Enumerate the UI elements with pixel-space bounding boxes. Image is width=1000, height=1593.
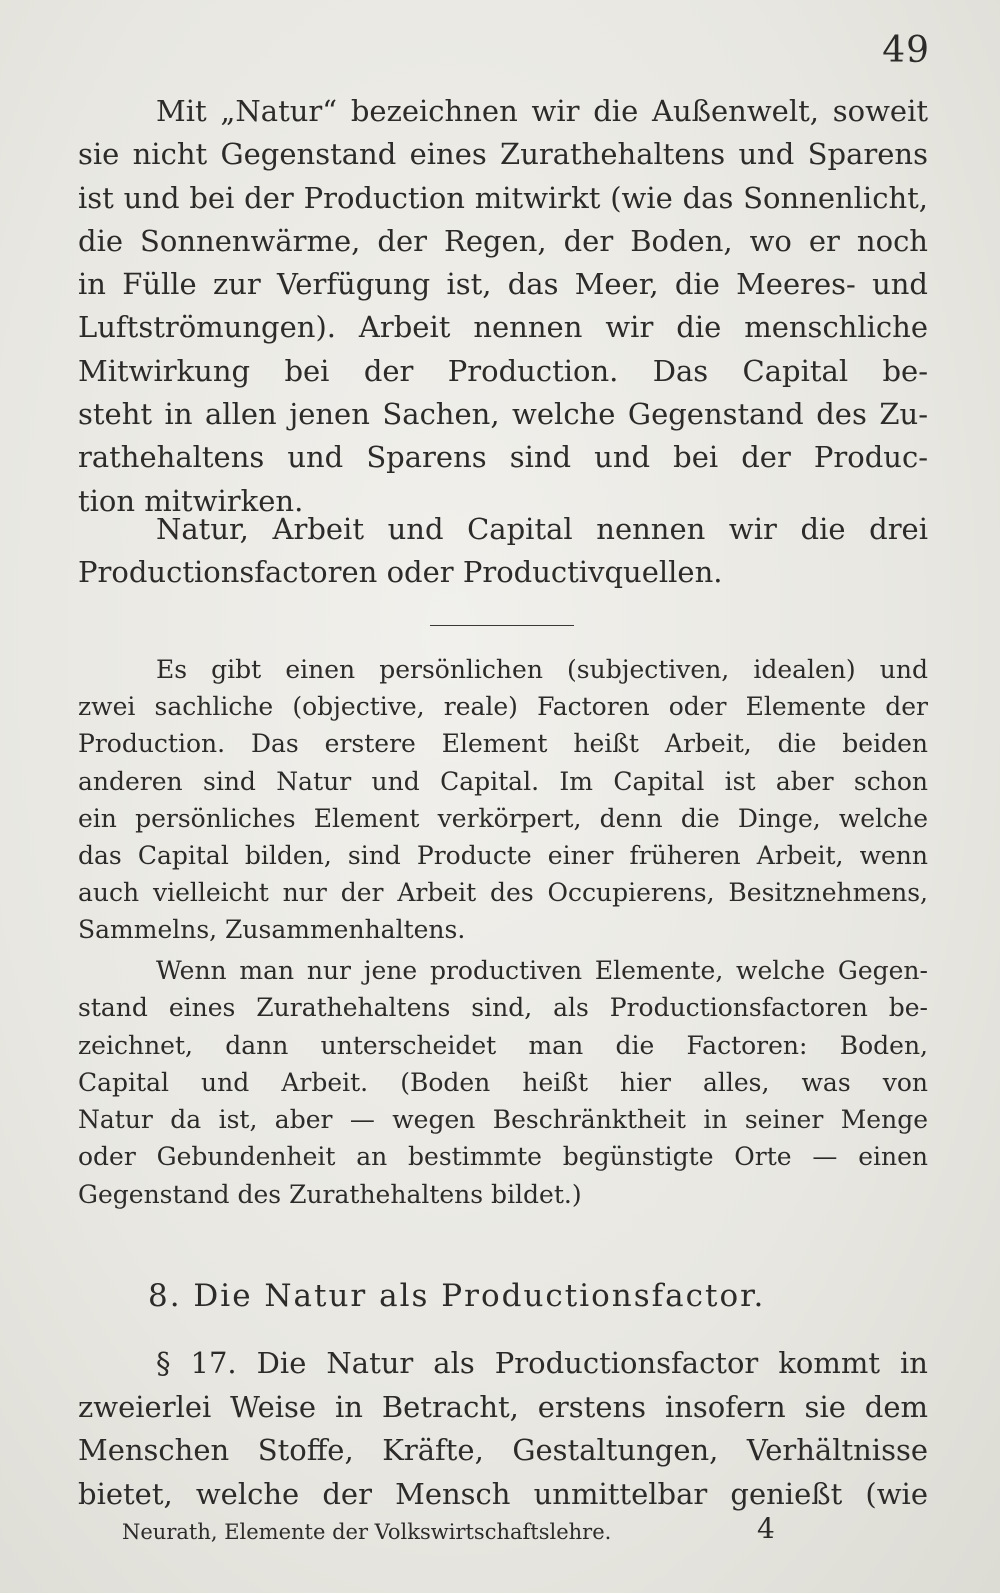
paragraph-definitions	[78, 90, 928, 523]
text-line: in Fülle zur Verfügung ist, das Meer, die Meeres- und	[78, 267, 928, 302]
text-line: stand eines Zurathehaltens sind, als Productionsfactoren be-	[78, 993, 928, 1023]
section-divider	[430, 625, 574, 626]
section-heading: 8. Die Natur als Productionsfactor.	[148, 1278, 766, 1314]
text-line: ein persönliches Element verkörpert, denn die Dinge, welche	[78, 803, 928, 833]
text-line: steht in allen jenen Sachen, welche Gegenstand des Zu-	[78, 397, 928, 432]
text-line: ist und bei der Production mitwirkt (wie das Sonnenlicht,	[78, 180, 928, 215]
small-paragraph-factors	[78, 952, 928, 1213]
text-line: zeichnet, dann unterscheidet man die Factoren: Boden,	[78, 1030, 928, 1060]
text-line: Natur da ist, aber — wegen Beschränktheit in seiner Menge	[78, 1105, 928, 1135]
text-line: Capital und Arbeit. (Boden heißt hier alles, was von	[78, 1067, 928, 1097]
paragraph-production-factors	[78, 508, 928, 594]
text-line: bietet, welche der Mensch unmittelbar genießt (wie	[78, 1476, 928, 1511]
text-line: anderen sind Natur und Capital. Im Capital ist aber schon	[78, 766, 928, 796]
text-line: Es gibt einen persönlichen (subjectiven, idealen) und	[156, 655, 928, 684]
text-line: Gegenstand des Zurathehaltens bildet.)	[78, 1179, 582, 1209]
text-line: Luftströmungen). Arbeit nennen wir die menschliche	[78, 310, 928, 345]
text-line: oder Gebundenheit an bestimmte begünstigte Orte — einen	[78, 1142, 928, 1172]
text-line: tion mitwirken.	[78, 483, 304, 518]
text-line: das Capital bilden, sind Producte einer früheren Arbeit, wenn	[78, 841, 928, 871]
text-line: § 17. Die Natur als Productionsfactor kommt in	[156, 1346, 928, 1380]
text-line: Production. Das erstere Element heißt Arbeit, die beiden	[78, 729, 928, 759]
text-line: Menschen Stoffe, Kräfte, Gestaltungen, Verhältnisse	[78, 1433, 928, 1467]
text-line: zwei sachliche (objective, reale) Factoren oder Elemente der	[78, 692, 928, 722]
page-number: 49	[882, 30, 930, 71]
text-line: Productionsfactoren oder Productivquellen.	[78, 555, 723, 589]
running-footer: Neurath, Elemente der Volkswirtschaftslehre.	[122, 1520, 612, 1544]
text-line: Mit „Natur“ bezeichnen wir die Außenwelt, soweit	[156, 94, 928, 128]
paragraph-section-17	[78, 1342, 928, 1516]
text-line: zweierlei Weise in Betracht, erstens insofern sie dem	[78, 1389, 928, 1424]
text-line: rathehaltens und Sparens sind und bei der Produc-	[78, 440, 928, 475]
text-line: Wenn man nur jene productiven Elemente, welche Gegen-	[156, 956, 928, 985]
text-line: Mitwirkung bei der Production. Das Capital be-	[78, 353, 928, 388]
text-line: Natur, Arbeit und Capital nennen wir die drei	[156, 512, 928, 546]
text-line: Sammelns, Zusammenhaltens.	[78, 915, 466, 945]
signature-mark: 4	[757, 1512, 775, 1545]
text-line: auch vielleicht nur der Arbeit des Occupierens, Besitznehmens,	[78, 878, 928, 908]
text-line: sie nicht Gegenstand eines Zurathehaltens und Sparens	[78, 137, 928, 172]
text-line: die Sonnenwärme, der Regen, der Boden, wo er noch	[78, 223, 928, 258]
small-paragraph-elements	[78, 651, 928, 949]
